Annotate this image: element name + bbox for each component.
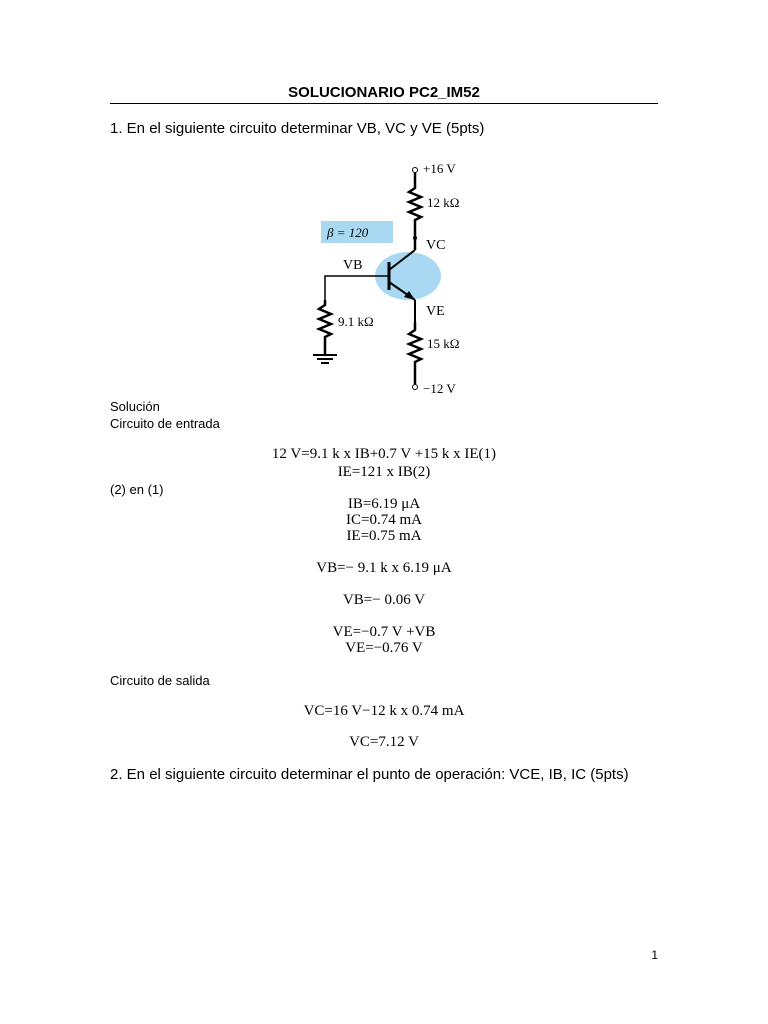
equation-vc-calc: VC=16 V−12 k x 0.74 mA bbox=[303, 703, 465, 719]
solucion-label: Solución bbox=[110, 399, 160, 414]
page-number: 1 bbox=[651, 948, 658, 962]
rb-label: 9.1 kΩ bbox=[338, 314, 374, 329]
rc-label: 12 kΩ bbox=[427, 195, 460, 210]
circuito-salida-label: Circuito de salida bbox=[110, 673, 210, 688]
equation-vb-calc: VB=− 9.1 k x 6.19 μA bbox=[316, 560, 452, 576]
equation-2: IE=121 x IB(2) bbox=[337, 464, 431, 480]
rb-resistor bbox=[319, 300, 331, 355]
equation-ve-calc: VE=−0.7 V +VB bbox=[332, 624, 436, 640]
question-2: 2. En el siguiente circuito determinar el punto de operación: VCE, IB, IC (5pts) bbox=[110, 766, 629, 783]
equation-ib: IB=6.19 μA bbox=[347, 496, 421, 512]
document-title: SOLUCIONARIO PC2_IM52 bbox=[288, 84, 480, 101]
equation-ie: IE=0.75 mA bbox=[346, 528, 422, 544]
vcc-terminal bbox=[413, 168, 418, 173]
circuit-diagram bbox=[300, 150, 500, 400]
vc-label: VC bbox=[426, 238, 446, 253]
equation-ve-result: VE=−0.76 V bbox=[345, 640, 423, 656]
substitution-label: (2) en (1) bbox=[110, 482, 164, 497]
equation-1: 12 V=9.1 k x IB+0.7 V +15 k x IE(1) bbox=[271, 446, 497, 462]
vee-terminal bbox=[413, 385, 418, 390]
vcc-label: +16 V bbox=[423, 161, 456, 176]
re-resistor bbox=[409, 322, 421, 384]
equation-vb-result: VB=− 0.06 V bbox=[342, 592, 426, 608]
beta-label: β = 120 bbox=[327, 225, 369, 240]
equation-ic: IC=0.74 mA bbox=[346, 512, 422, 528]
vb-label: VB bbox=[343, 258, 363, 273]
re-label: 15 kΩ bbox=[427, 336, 460, 351]
vee-label: −12 V bbox=[423, 381, 456, 396]
question-1: 1. En el siguiente circuito determinar VB, VC y VE (5pts) bbox=[110, 120, 485, 137]
title-divider bbox=[110, 103, 658, 104]
circuito-entrada-label: Circuito de entrada bbox=[110, 416, 220, 431]
ve-label: VE bbox=[426, 304, 445, 319]
equation-vc-result: VC=7.12 V bbox=[349, 734, 419, 750]
vc-node bbox=[413, 236, 417, 240]
